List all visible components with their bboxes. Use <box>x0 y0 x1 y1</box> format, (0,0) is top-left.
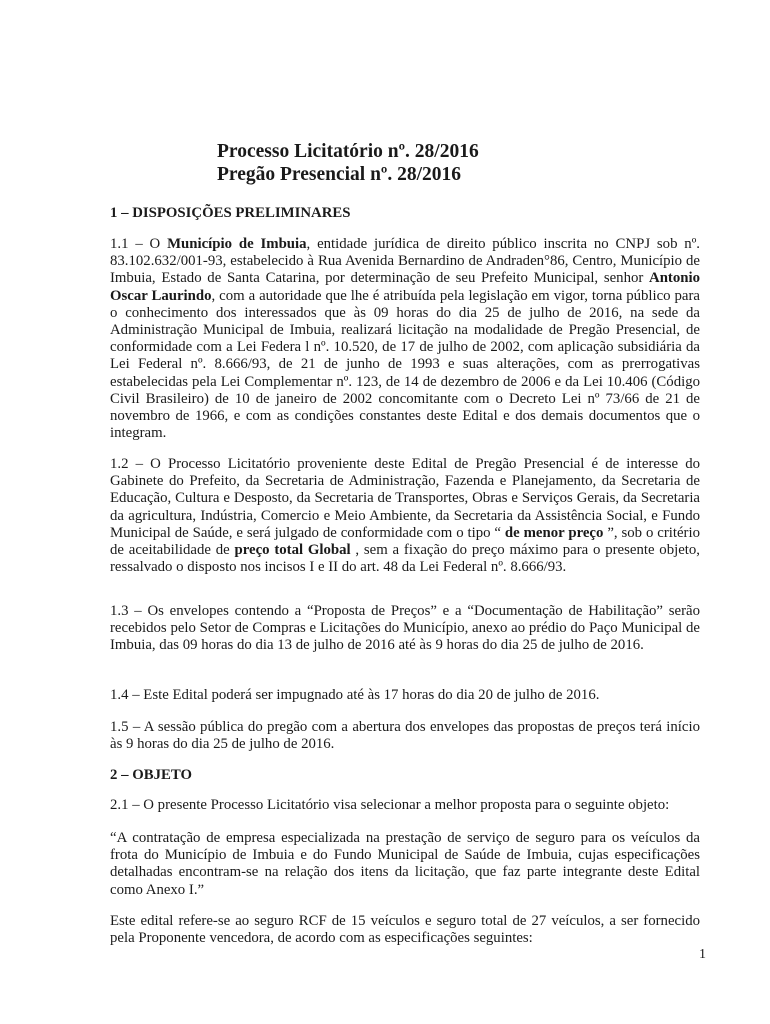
paragraph-2-1: 2.1 – O presente Processo Licitatório visa selecionar a melhor proposta para o seguinte objeto: <box>110 797 670 813</box>
p1-1-text-a: 1.1 – O <box>110 236 168 252</box>
section-2-heading: 2 – OBJETO <box>110 767 192 783</box>
paragraph-1-5: 1.5 – A sessão pública do pregão com a abertura dos envelopes das propostas de preços terá início às 9 horas do dia 25 de julho de 2016. <box>110 719 700 753</box>
bid-type: de menor preço <box>504 524 604 541</box>
p1-1-text-c: , entidade jurídica de direito público inscrita no CNPJ sob nº. 83.102.632/001-93, estabelecido à Rua Avenida Bernardino de Andraden°86, Centro, Município de Imbuia, Estado de Santa Catarina, por determinação de seu Prefeito Municipal, senhor <box>110 236 700 287</box>
p1-2-text-c: ”, sob o critério de aceitabilidade de <box>110 524 700 559</box>
page-number: 1 <box>699 947 706 962</box>
price-criterion: preço total Global <box>234 542 351 559</box>
p1-2-text-e: , sem a fixação do preço máximo para o presente objeto, ressalvado o disposto nos incisos I e II do art. 48 da Lei Federal nº. 8.666/93. <box>110 542 700 576</box>
municipality-name: Município de Imbuia <box>167 236 307 252</box>
paragraph-1-1 <box>110 236 700 442</box>
paragraph-1-2 <box>110 456 700 576</box>
process-title: Processo Licitatório nº. 28/2016 <box>217 141 479 162</box>
p1-1-text-e: , com a autoridade que lhe é atribuída pela legislação em vigor, torna público para o conhecimento dos interessados que às 09 horas do dia 25 de julho de 2016, na sede da Administração Municipal de Imbuia, realizará licitação na modalidade de Pregão Presencial, de conformidade com a Lei Federa l nº. 10.520, de 17 de julho de 2002, com aplicação subsidiária da Lei Federal nº. 8.666/93, de 21 de junho de 1993 e suas alterações, com as prerrogativas estabelecidas pela Lei Complementar nº. 123, de 14 de dezembro de 2006 e da Lei 10.406 (Código Civil Brasileiro) de 10 de janeiro de 2002 concomitante com o Decreto Lei nº 73/66 de 21 de novembro de 1966, e com as condições constantes deste Edital e dos demais documentos que o integram. <box>110 287 700 442</box>
section-1-heading: 1 – DISPOSIÇÕES PRELIMINARES <box>110 205 351 221</box>
paragraph-1-3: 1.3 – Os envelopes contendo a “Proposta de Preços” e a “Documentação de Habilitação” serão recebidos pelo Setor de Compras e Licitações do Município, anexo ao prédio do Paço Municipal de Imbuia, das 09 horas do dia 13 de julho de 2016 até às 9 horas do dia 25 de julho de 2016. <box>110 603 700 654</box>
paragraph-1-4: 1.4 – Este Edital poderá ser impugnado até às 17 horas do dia 20 de julho de 2016. <box>110 687 600 703</box>
paragraph-vehicles: Este edital refere-se ao seguro RCF de 15 veículos e seguro total de 27 veículos, a ser fornecido pela Proponente vencedora, de acordo com as especificações seguintes: <box>110 913 700 947</box>
mayor-name: Antonio Oscar Laurindo <box>110 270 700 304</box>
object-quote: “A contratação de empresa especializada na prestação de serviço de seguro para os veículos da frota do Município de Imbuia e do Fundo Municipal de Saúde de Imbuia, cujas especificações detalhadas encontram-se na relação dos itens da licitação, que faz parte integrante deste Edital como Anexo I.” <box>110 830 700 898</box>
p1-2-text-a: 1.2 – O Processo Licitatório proveniente deste Edital de Pregão Presencial é de interesse do Gabinete do Prefeito, da Secretaria de Administração, Fazenda e Planejamento, da Secretaria de Educação, Cultura e Desposto, da Secretaria de Transportes, Obras e Serviços Gerais, da Secretaria da agricultura, Indústria, Comercio e Meio Ambiente, da Secretaria da Assistência Social, e Fundo Municipal de Saúde, e será julgado de conformidade com o tipo “ <box>110 456 700 541</box>
pregao-title: Pregão Presencial nº. 28/2016 <box>217 164 462 185</box>
